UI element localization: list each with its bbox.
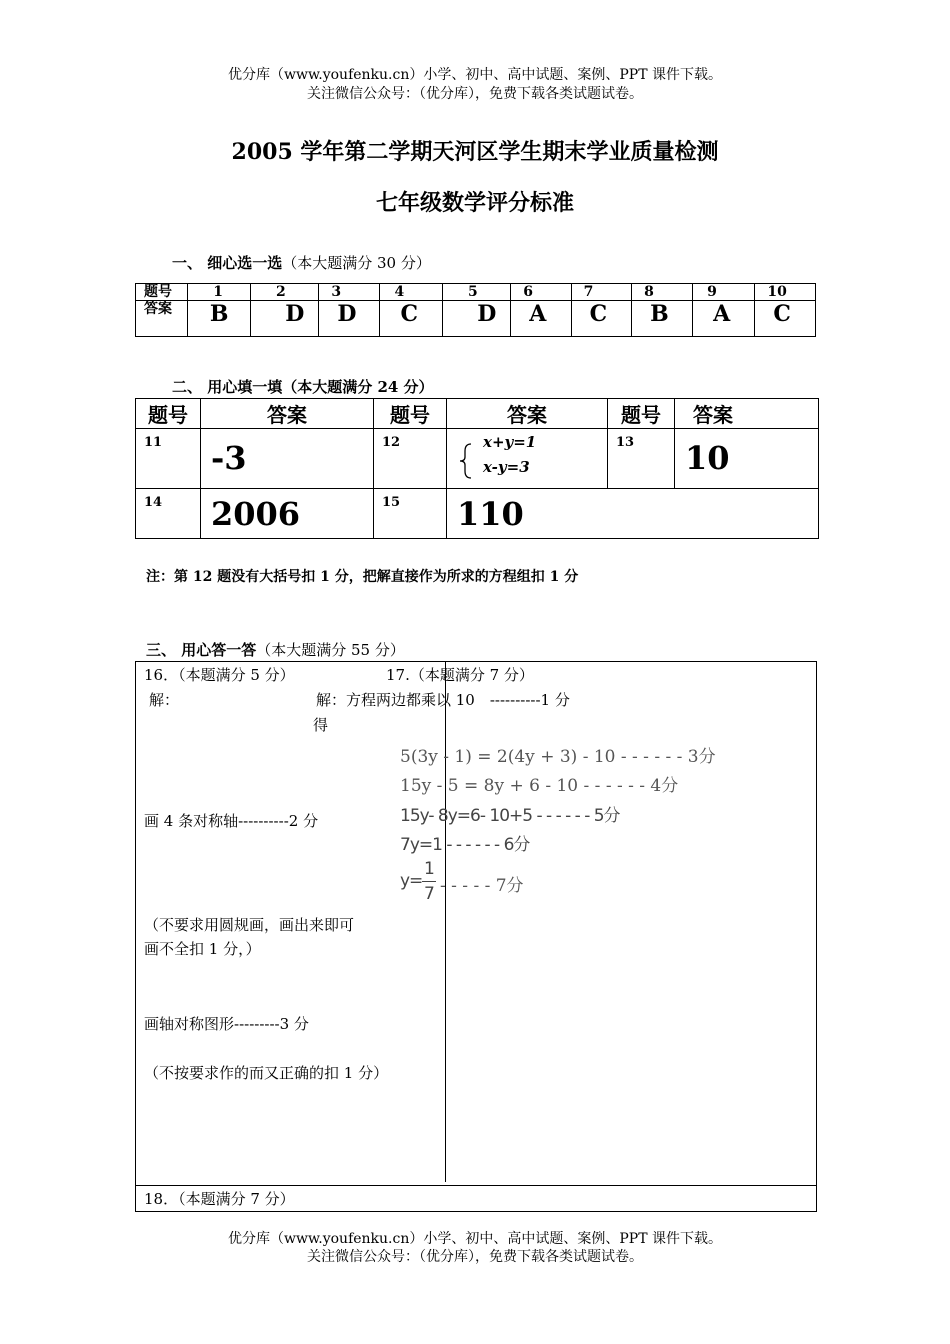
q16-note2: （不按要求作的而又正确的扣 1 分） [144,1064,389,1082]
fill-col-a1: 答案 [201,399,374,429]
choice-answer-row [136,301,816,337]
choice-a2: D [251,301,319,337]
q17-eq3: 15y- 8y=6- 10+5 - - - - - - 5分 [400,806,620,826]
section1-score: （本大题满分 30 分） [282,254,431,272]
page-title: 2005 学年第二学期天河区学生期末学业质量检测 [231,139,719,165]
choice-a9: A [693,301,755,337]
fill-col-q3: 题号 [608,399,675,429]
fill-col-a2: 答案 [447,399,608,429]
fill-col-q1: 题号 [136,399,201,429]
fill-a14: 2006 [201,489,374,539]
choice-a1: B [188,301,251,337]
choice-a7: C [571,301,632,337]
q17-solve-line1: 解：方程两边都乘以 10 ----------1 分 [316,691,570,709]
header-line-2: 关注微信公众号：（优分库），免费下载各类试题试卷。 [307,86,643,102]
q16-title: 16．（本题满分 5 分） [144,666,295,684]
choice-q4: 4 [380,284,443,301]
section3-label: 三、 用心答一答 [146,641,257,659]
section1-label: 一、 细心选一选 [172,254,283,272]
section1-heading [172,252,431,273]
footer-line-2: 关注微信公众号：（优分库），免费下载各类试题试卷。 [307,1249,643,1265]
fill-a12 [447,429,608,489]
q16-note1-line1: （不要求用圆规画，画出来即可 [144,916,355,934]
fraction-bar [422,881,436,882]
page-subtitle: 七年级数学评分标准 [375,190,574,216]
fill-a12-eq2: x-y=3 [483,458,530,476]
fill-note: 注：第 12 题没有大括号扣 1 分，把解直接作为所求的方程组扣 1 分 [146,569,579,585]
fill-row-1 [136,429,819,489]
fill-answer-table [135,398,819,539]
fill-q15: 15 [374,489,447,539]
choice-row-label-q: 题号 [136,284,188,301]
header-line-1: 优分库（www.youfenku.cn）小学、初中、高中试题、案例、PPT 课件下载。 [227,67,722,83]
q18-title: 18．（本题满分 7 分） [144,1190,295,1208]
q17-eq2: 15y - 5 = 8y + 6 - 10 - - - - - - 4分 [400,776,679,796]
fill-q12: 12 [374,429,447,489]
left-brace-icon [459,443,473,479]
choice-a6: A [511,301,571,337]
answer-box [135,661,817,1212]
choice-q7: 7 [571,284,632,301]
choice-q8: 8 [632,284,693,301]
choice-q2: 2 [251,284,319,301]
q17-title: 17.（本题满分 7 分） [386,666,534,684]
fill-a13: 10 [675,429,819,489]
fill-row-2 [136,489,819,539]
section3-heading [146,639,405,660]
choice-a8: B [632,301,693,337]
choice-q5: 5 [442,284,510,301]
q17-solve-line2: 得 [313,716,329,734]
q17-eq5-lhs: y= [400,871,423,891]
choice-question-row [136,284,816,301]
section3-score: （本大题满分 55 分） [256,641,405,659]
q17-eq5 [400,859,660,907]
fill-a12-eq1: x+y=1 [483,433,537,451]
q17-eq5-rhs: - - - - - 7分 [440,876,524,896]
choice-a4: C [380,301,443,337]
choice-q3: 3 [319,284,380,301]
fill-header-row [136,399,819,429]
row-divider [136,1185,816,1186]
q17-eq4: 7y=1 - - - - - - 6分 [400,835,530,855]
choice-q10: 10 [755,284,816,301]
footer-line-1: 优分库（www.youfenku.cn）小学、初中、高中试题、案例、PPT 课件下载。 [227,1231,722,1247]
choice-a3: D [319,301,380,337]
choice-row-label-a: 答案 [136,301,188,337]
choice-a5: D [442,301,510,337]
choice-q6: 6 [511,284,571,301]
column-divider [445,662,446,1182]
fill-col-a3: 答案 [675,399,819,429]
fill-q11: 11 [136,429,201,489]
section2-heading: 二、 用心填一填（本大题满分 24 分） [172,378,434,396]
fill-q13: 13 [608,429,675,489]
fill-q14: 14 [136,489,201,539]
q17-eq5-den: 7 [424,884,434,904]
q17-eq1: 5(3y - 1) = 2(4y + 3) - 10 - - - - - - 3分 [400,747,716,767]
choice-q1: 1 [188,284,251,301]
choice-q9: 9 [693,284,755,301]
choice-a10: C [755,301,816,337]
q17-eq5-num: 1 [424,859,434,879]
q16-step2: 画轴对称图形---------3 分 [144,1015,309,1033]
fill-col-q2: 题号 [374,399,447,429]
fill-a11: -3 [201,429,374,489]
q16-note1-line2: 画不全扣 1 分，） [144,940,261,958]
q16-solve: 解： [149,691,180,709]
q16-step1: 画 4 条对称轴----------2 分 [144,812,319,830]
choice-answer-table [135,283,816,337]
fill-a15: 110 [447,489,819,539]
